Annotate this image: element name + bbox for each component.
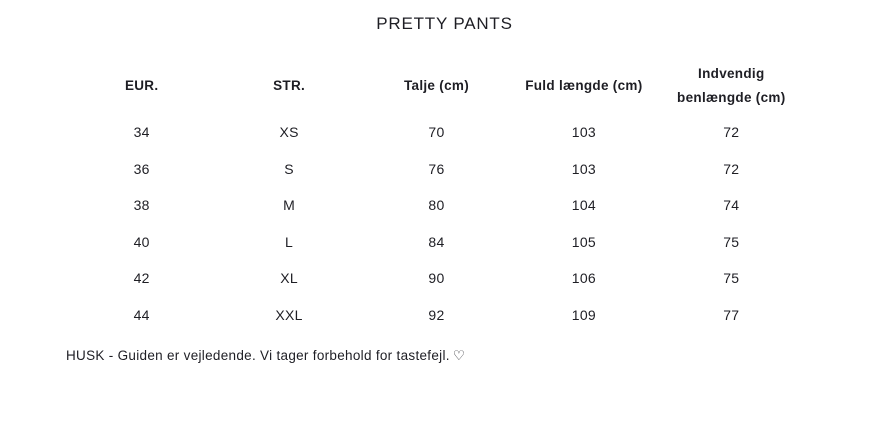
table-cell: XL — [280, 270, 298, 287]
footer-note — [66, 346, 889, 366]
table-cell: L — [285, 233, 294, 250]
table-cell: S — [284, 160, 294, 177]
table-cell: 42 — [133, 270, 150, 287]
table-cell: 90 — [428, 270, 445, 287]
table-cell: 75 — [723, 233, 740, 250]
table-cell: 103 — [571, 124, 596, 141]
table-cell: 72 — [723, 160, 740, 177]
table-cell: XS — [279, 124, 299, 141]
column-header: Indvendig benlængde (cm) — [677, 65, 786, 105]
column-header: Fuld længde (cm) — [525, 77, 643, 93]
size-table — [68, 58, 805, 333]
table-cell: 92 — [428, 306, 445, 323]
table-cell: 74 — [723, 197, 740, 214]
column-header: Talje (cm) — [403, 77, 469, 93]
table-cell: XXL — [275, 306, 303, 323]
table-cell: 36 — [133, 160, 150, 177]
column-header: EUR. — [124, 77, 159, 93]
table-cell: 103 — [571, 160, 596, 177]
heart-icon: ♡ — [452, 348, 466, 363]
table-row — [68, 224, 805, 261]
table-row — [68, 114, 805, 151]
table-cell: 104 — [571, 197, 596, 214]
footer-note-text: HUSK - Guiden er vejledende. Vi tager forbehold for tastefejl. — [66, 348, 450, 363]
size-table-header-row — [68, 58, 805, 114]
table-cell: 38 — [133, 197, 150, 214]
table-cell: 77 — [723, 306, 740, 323]
table-cell: 106 — [571, 270, 596, 287]
table-cell: 76 — [428, 160, 445, 177]
table-row — [68, 187, 805, 224]
page-title: PRETTY PANTS — [376, 14, 513, 33]
column-header: STR. — [273, 77, 306, 93]
table-cell: 80 — [428, 197, 445, 214]
table-row — [68, 297, 805, 334]
table-cell: M — [283, 197, 296, 214]
table-cell: 109 — [571, 306, 596, 323]
table-cell: 72 — [723, 124, 740, 141]
table-row — [68, 151, 805, 188]
table-cell: 34 — [133, 124, 150, 141]
table-cell: 84 — [428, 233, 445, 250]
table-cell: 75 — [723, 270, 740, 287]
table-cell: 40 — [133, 233, 150, 250]
table-cell: 70 — [428, 124, 445, 141]
table-row — [68, 260, 805, 297]
table-cell: 105 — [571, 233, 596, 250]
table-cell: 44 — [133, 306, 150, 323]
